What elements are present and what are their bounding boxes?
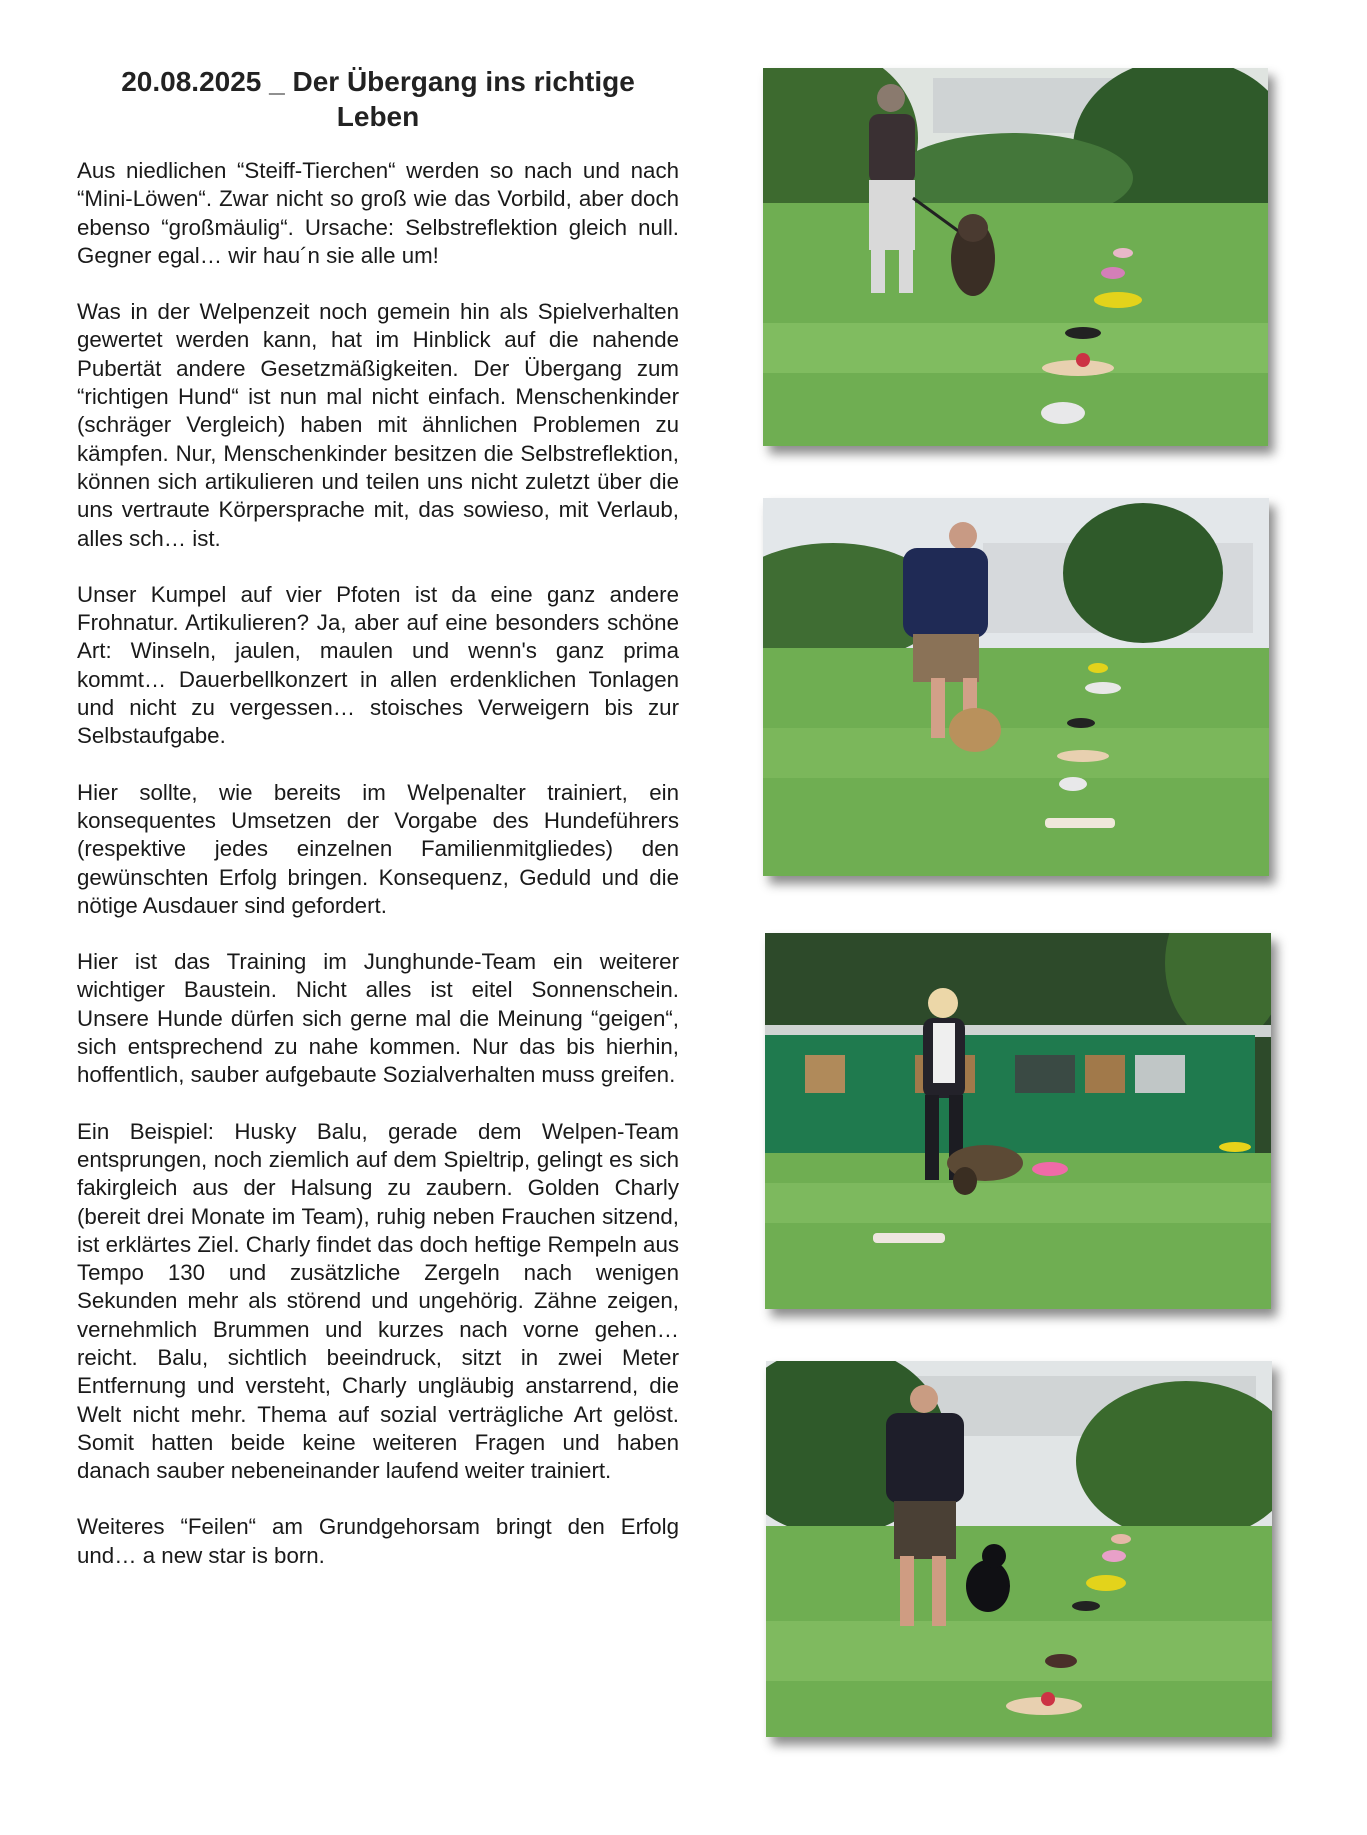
photo-woman-with-shepherd [765, 933, 1271, 1309]
photo-woman-with-dog [763, 68, 1268, 446]
article-text-column [77, 64, 679, 1598]
article-title-line-1: 20.08.2025 _ Der Übergang ins richtige [121, 66, 635, 97]
photo-man-with-fawn-dog-image [763, 498, 1269, 876]
article-title-line-2: Leben [336, 101, 420, 132]
photo-woman-with-shepherd-image [765, 933, 1271, 1309]
paragraph-4: Hier sollte, wie bereits im Welpenalter trainiert, ein konsequentes Umsetzen der Vorgabe des Hundeführers (respektive jedes einzelnen Familienmitgliedes) den gewünschten Erfolg bringen. Konsequenz, Geduld und die nötige Ausdauer sind gefordert. [77, 779, 679, 918]
photo-man-with-black-dog-image [766, 1361, 1272, 1737]
paragraph-3: Unser Kumpel auf vier Pfoten ist da eine ganz andere Frohnatur. Artikulieren? Ja, aber auf eine besonders schöne Art: Winseln, jaulen, maulen und wenn's ganz prima kommt… Dauerbellkonzert in allen erdenklichen Tonlagen und nicht zu vergessen… stoisches Verweigern bis zur Selbstaufgabe. [77, 581, 679, 749]
photo-man-with-black-dog [766, 1361, 1272, 1737]
paragraph-5: Hier ist das Training im Junghunde-Team ein weiterer wichtiger Baustein. Nicht alles ist eitel Sonnenschein. Unsere Hunde dürfen sich gerne mal die Meinung “geigen“, sich entsprechend zu nahe kommen. Nur das bis hierhin, hoffentlich, sauber aufgebaute Sozialverhalten muss greifen. [77, 949, 679, 1088]
paragraph-6: Ein Beispiel: Husky Balu, gerade dem Welpen-Team entsprungen, noch ziemlich auf dem Spieltrip, gelingt es sich fakirgleich aus der Halsung zu zaubern. Golden Charly (bereit drei Monate im Team), ruhig neben Frauchen sitzend, ist erklärtes Ziel. Charly findet das doch heftige Rempeln aus Tempo 130 und zusätzliche Zergeln nach wenigen Sekunden mehr als störend und ungehörig. Zähne zeigen, vernehmlich Brummen und kurzes nach vorne gehen… reicht. Balu, sichtlich beeindruck, sitzt in zwei Meter Entfernung und versteht, Charly ungläubig anstarrend, die Welt nicht mehr. Thema auf sozial verträgliche Art gelöst. Somit hatten beide keine weiteren Fragen und haben danach sauber nebeneinander laufend weiter trainiert. [77, 1118, 679, 1484]
photo-man-with-fawn-dog [763, 498, 1269, 876]
paragraph-1: Aus niedlichen “Steiff-Tierchen“ werden so nach und nach “Mini-Löwen“. Zwar nicht so groß wie das Vorbild, aber doch ebenso “großmäulig“. Ursache: Selbstreflektion gleich null. Gegner egal… wir hau´n sie alle um! [77, 158, 679, 268]
photo-woman-with-dog-image [763, 68, 1268, 446]
paragraph-7: Weiteres “Feilen“ am Grundgehorsam bringt den Erfolg und… a new star is born. [77, 1514, 679, 1568]
article-title [77, 64, 679, 134]
paragraph-2: Was in der Welpenzeit noch gemein hin als Spielverhalten gewertet werden kann, hat im Hinblick auf die nahende Pubertät andere Gesetzmäßigkeiten. Der Übergang zum “richtigen Hund“ ist nun mal nicht einfach. Menschenkinder (schräger Vergleich) haben mit ähnlichen Problemen zu kämpfen. Nur, Menschenkinder besitzen die Selbstreflektion, können sich artikulieren und teilen uns nicht zuletzt über die uns vertraute Körpersprache mit, das sowieso, mit Verlaub, alles sch… ist. [77, 299, 679, 551]
